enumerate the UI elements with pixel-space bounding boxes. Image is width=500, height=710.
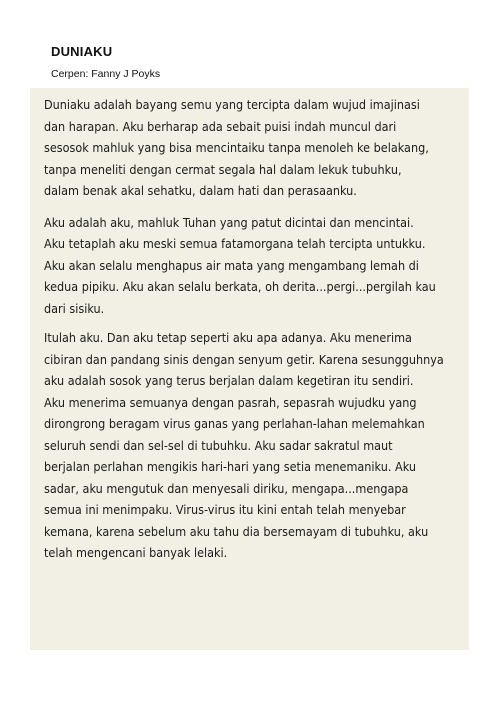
document-title: DUNIAKU <box>51 44 113 59</box>
text-line: dan harapan. Aku berharap ada sebait puisi indah muncul dari <box>44 119 397 134</box>
text-line: sesosok mahluk yang bisa mencintaiku tanpa menoleh ke belakang, <box>44 141 429 155</box>
document-header <box>51 44 160 80</box>
text-line: dalam benak akal sehatku, dalam hati dan perasaanku. <box>44 184 357 198</box>
text-line: Duniaku adalah bayang semu yang tercipta dalam wujud imajinasi <box>44 98 420 112</box>
text-line: Itulah aku. Dan aku tetap seperti aku apa adanya. Aku menerima <box>44 331 412 345</box>
paragraph-1 <box>44 95 464 203</box>
text-line: kedua pipiku. Aku akan selalu berkata, oh derita...pergi...pergilah kau <box>44 280 436 294</box>
scanned-text-image <box>30 88 469 650</box>
text-line: kemana, karena sebelum aku tahu dia bersemayam di tubuhku, aku <box>44 524 429 539</box>
text-line: seluruh sendi dan sel-sel di tubuhku. Aku sadar sakratul maut <box>44 438 393 453</box>
text-line: berjalan perlahan mengikis hari-hari yang setia menemaniku. Aku <box>44 460 416 474</box>
text-line: dirongrong beragam virus ganas yang perlahan-lahan melemahkan <box>44 417 425 431</box>
text-line: telah mengencani banyak lelaki. <box>44 546 228 560</box>
author-line: Cerpen: Fanny J Poyks <box>51 68 161 80</box>
text-line: Aku akan selalu menghapus air mata yang mengambang lemah di <box>44 258 419 273</box>
paragraph-2 <box>44 213 464 321</box>
text-line: Aku tetaplah aku meski semua fatamorgana telah tercipta untukku. <box>44 237 426 251</box>
text-line: cibiran dan pandang sinis dengan senyum getir. Karena sesungguhnya <box>44 352 444 367</box>
text-line: aku adalah sosok yang terus berjalan dalam kegetiran itu sendiri. <box>44 374 414 388</box>
text-line: Aku menerima semuanya dengan pasrah, sepasrah wujudku yang <box>44 395 417 410</box>
text-line: tanpa meneliti dengan cermat segala hal dalam lekuk tubuhku, <box>44 162 402 177</box>
text-line: sadar, aku mengutuk dan menyesali diriku, mengapa...mengapa <box>44 481 409 496</box>
text-line: semua ini menimpaku. Virus-virus itu kini entah telah menyebar <box>44 503 406 517</box>
paragraph-3 <box>44 328 464 565</box>
text-line: dari sisiku. <box>44 301 105 316</box>
text-line: Aku adalah aku, mahluk Tuhan yang patut dicintai dan mencintai. <box>44 215 414 230</box>
